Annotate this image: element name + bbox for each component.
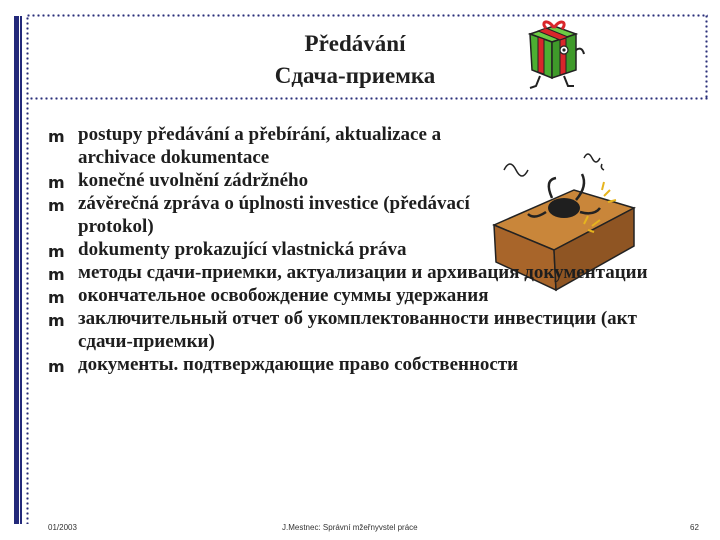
bullet-list — [48, 123, 688, 376]
bullet-item-ru-3: m заключительный отчет об укомплектованности инвестиции (акт сдачи-приемки) — [48, 308, 637, 352]
bullet-item-ru-2: m окончательное освобождение суммы удержания — [48, 285, 489, 307]
bullet-icon: m — [48, 265, 65, 284]
left-border-bar-thin — [20, 16, 22, 524]
gift-box-icon — [520, 20, 590, 92]
bullet-icon: m — [48, 357, 65, 376]
footer-page-number: 62 — [690, 523, 699, 532]
bullet-item-cz-4: m dokumenty prokazující vlastnická práva — [48, 239, 407, 261]
bullet-icon: m — [48, 173, 65, 192]
bullet-icon: m — [48, 196, 65, 215]
title-russian: Сдача-приемка — [274, 63, 436, 88]
dotted-border-left — [26, 16, 29, 524]
footer-date: 01/2003 — [48, 523, 77, 532]
dotted-border-right — [705, 14, 708, 100]
bullet-icon: m — [48, 288, 65, 307]
dotted-border-top — [26, 14, 708, 17]
bullet-item-cz-3: m závěrečná zpráva o úplnosti investice (předávací protokol) — [48, 193, 470, 237]
left-border-bar — [14, 16, 19, 524]
bullet-item-ru-4: m документы. подтверждающие право собственности — [48, 354, 519, 376]
title-czech: Předávání — [304, 31, 406, 56]
footer-author: J.Mestnec: Správní mžeřnyvstel práce — [282, 523, 418, 532]
bullet-icon: m — [48, 127, 65, 146]
bullet-icon: m — [48, 242, 65, 261]
bullet-item-ru-1: m методы сдачи-приемки, актуализации и архивация документации — [48, 262, 648, 284]
bullet-item-cz-2: m konečné uvolnění zádržného — [48, 170, 309, 192]
bullet-item-cz-1: m postupy předávání a přebírání, aktualizace a archivace dokumentace — [48, 124, 442, 168]
slide-title — [200, 28, 510, 92]
dotted-divider — [29, 97, 708, 100]
bullet-icon: m — [48, 311, 65, 330]
